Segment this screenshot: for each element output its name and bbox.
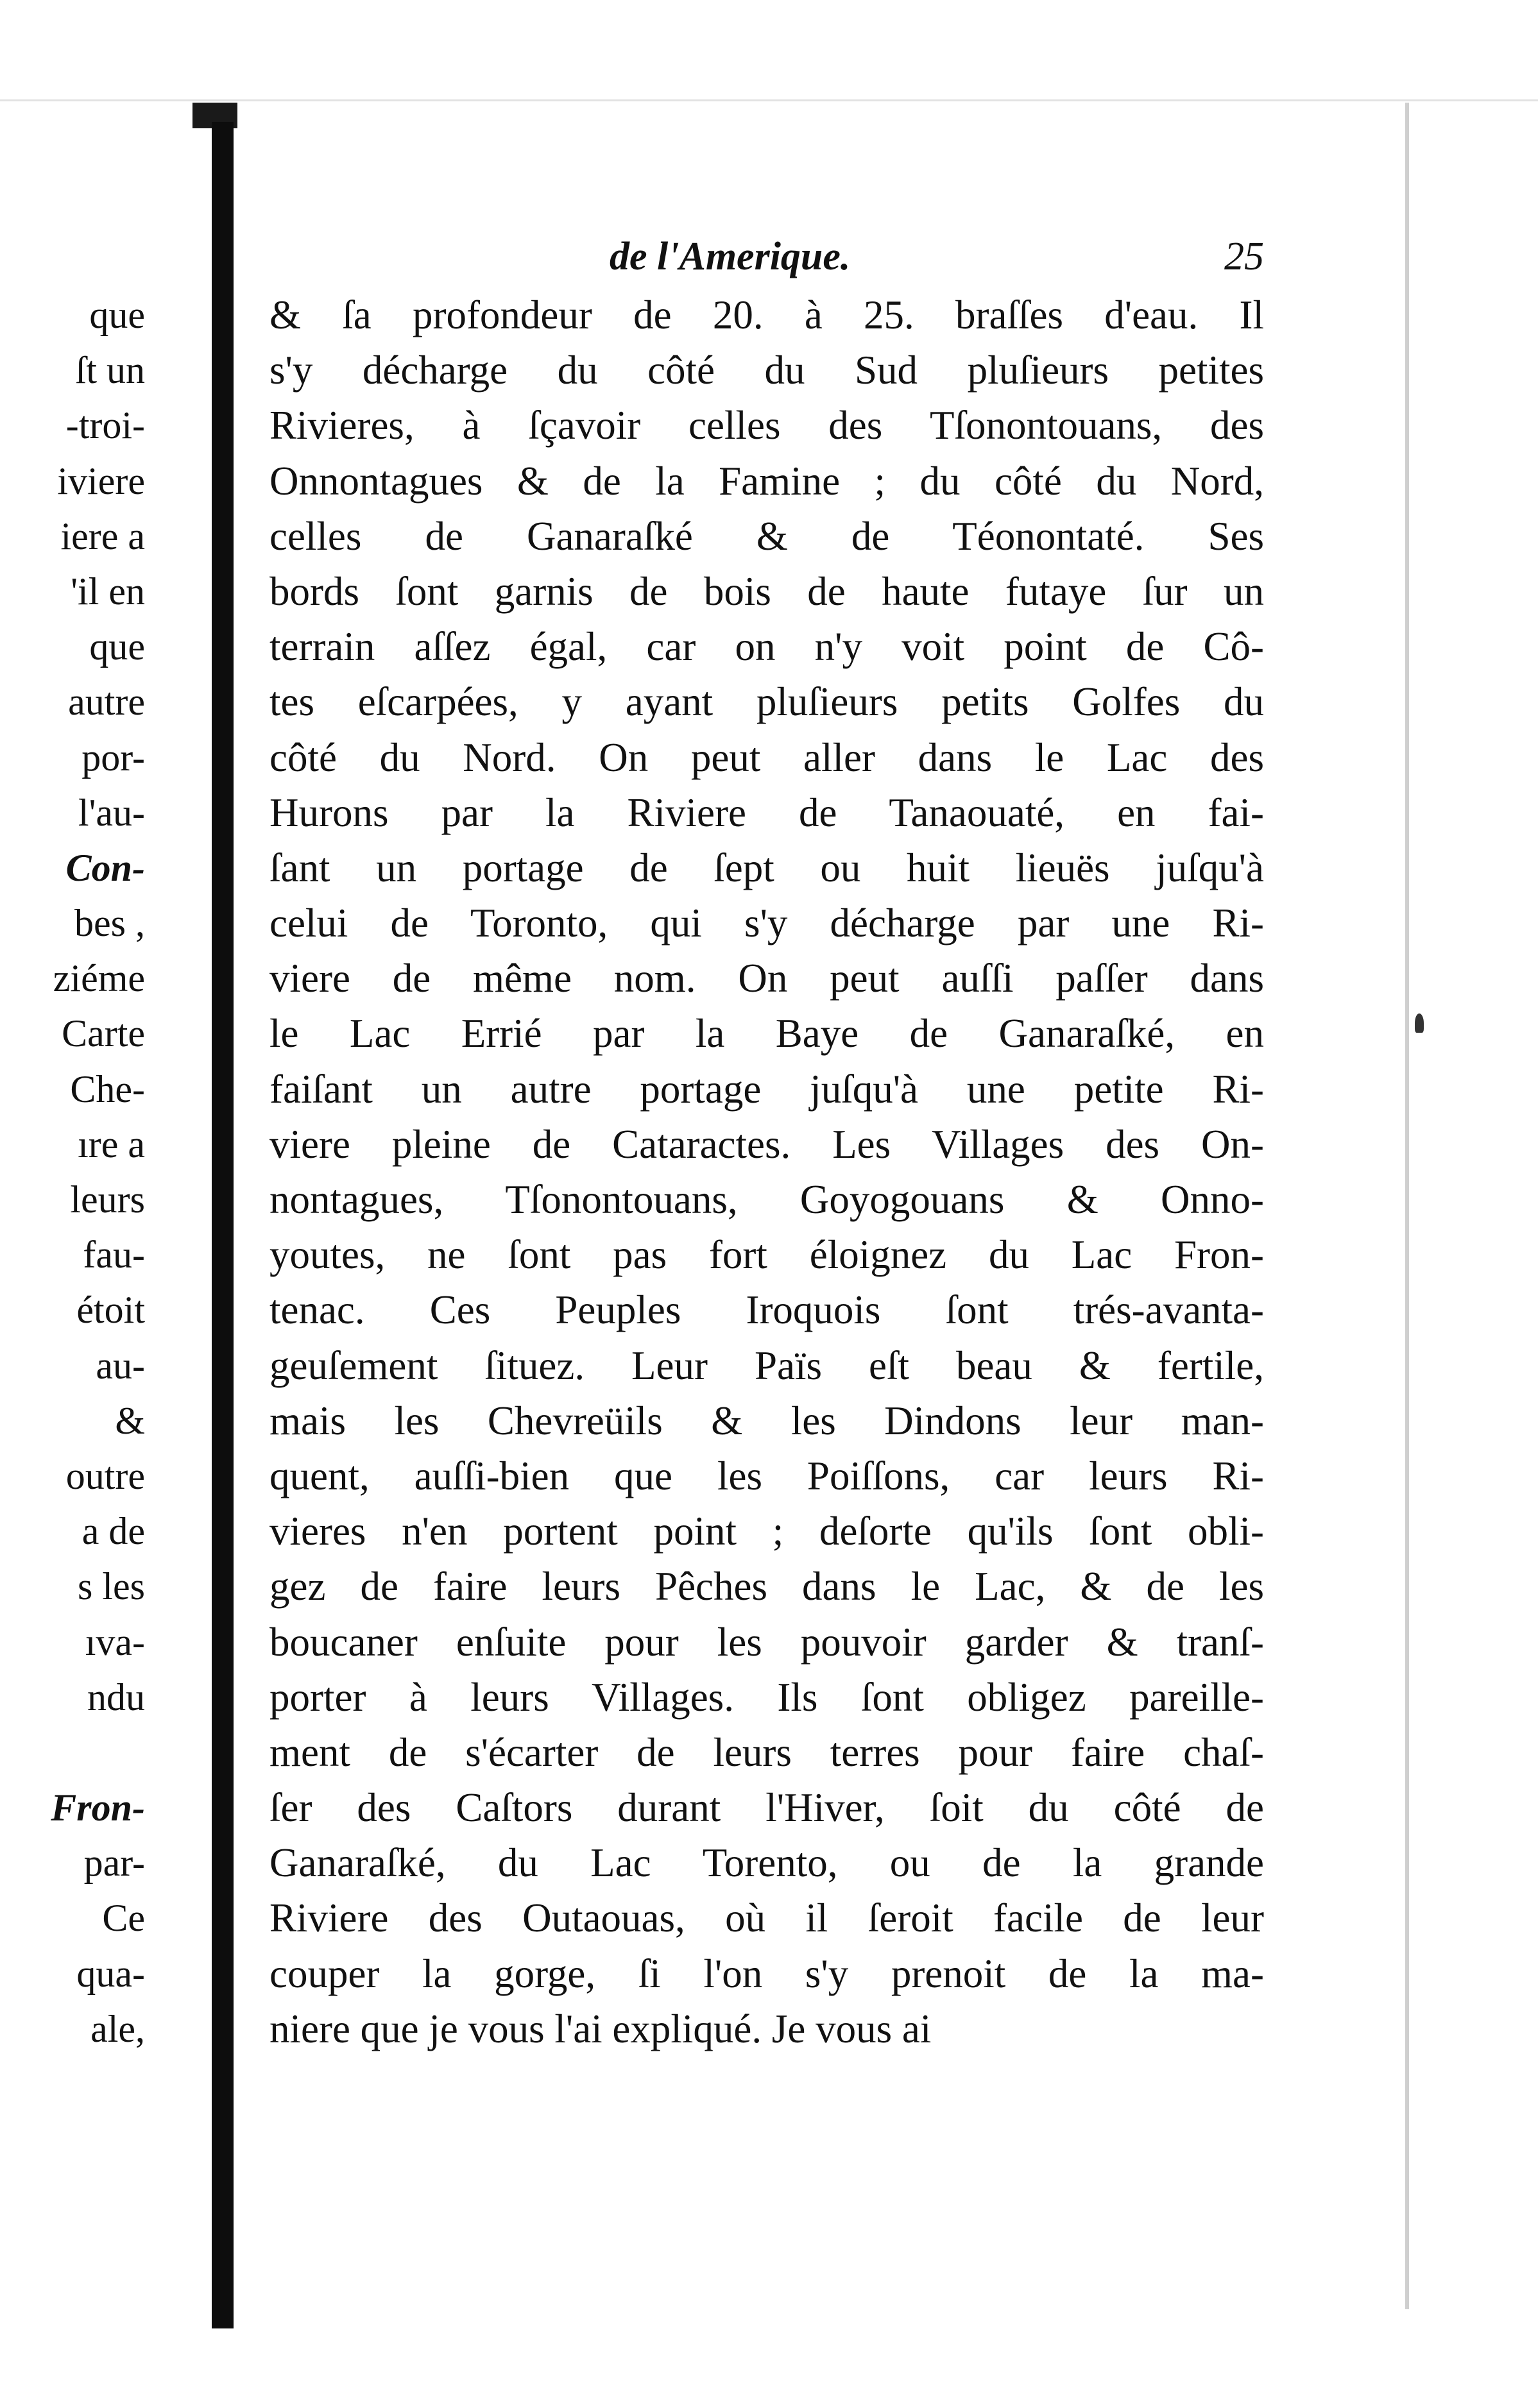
text-line: ſer des Caſtors durant l'Hiver, ſoit du côté de	[269, 1785, 1264, 1831]
facing-fragment: s les	[78, 1565, 145, 1608]
text-line: niere que je vous l'ai expliqué. Je vous ai	[269, 2006, 932, 2051]
facing-fragment: par-	[83, 1842, 145, 1885]
text-line: vieres n'en portent point ; deſorte qu'ils ſont obli-	[269, 1509, 1264, 1554]
running-title: de l'Amerique.	[610, 235, 851, 278]
facing-fragment: que	[89, 294, 145, 336]
facing-fragment: ıva-	[85, 1620, 145, 1663]
running-header	[269, 228, 1264, 285]
margin-ink-mark	[1415, 1013, 1424, 1033]
text-line: ment de s'écarter de leurs terres pour faire chaſ-	[269, 1729, 1264, 1775]
facing-fragment: au-	[96, 1344, 145, 1387]
facing-fragment: ſt un	[75, 349, 145, 392]
text-line: tes eſcarpées, y ayant pluſieurs petits Golfes du	[269, 679, 1264, 725]
text-line: & ſa profondeur de 20. à 25. braſſes d'eau. Il	[269, 293, 1264, 337]
facing-fragment: Che-	[70, 1067, 145, 1110]
facing-fragment: que	[89, 625, 145, 668]
facing-fragment: iere a	[60, 514, 145, 557]
text-line: couper la gorge, ſi l'on s'y prenoit de la ma-	[269, 1951, 1264, 1996]
text-line: terrain aſſez égal, car on n'y voit point de Cô-	[269, 624, 1264, 670]
text-line: celui de Toronto, qui s'y décharge par une Ri-	[269, 901, 1264, 946]
text-line: côté du Nord. On peut aller dans le Lac des	[269, 734, 1264, 780]
facing-fragment: l'au-	[78, 791, 145, 834]
text-line: viere de même nom. On peut auſſi paſſer dans	[269, 956, 1264, 1001]
facing-fragment: autre	[68, 681, 145, 724]
facing-fragment: Con-	[65, 846, 145, 889]
text-line: Riviere des Outaouas, où il ſeroit facile de leur	[269, 1895, 1264, 1941]
text-line: youtes, ne ſont pas fort éloignez du Lac Fron-	[269, 1232, 1264, 1278]
facing-fragment: fau-	[83, 1234, 145, 1276]
facing-page-fragments	[0, 287, 192, 2056]
facing-fragment: a de	[81, 1510, 145, 1553]
facing-fragment	[0, 1725, 192, 1780]
facing-fragment: leurs	[70, 1178, 145, 1221]
facing-fragment: qua-	[76, 1952, 145, 1995]
text-line: celles de Ganaraſké & de Téonontaté. Ses	[269, 513, 1264, 559]
text-line: boucaner enſuite pour les pouvoir garder & tranſ-	[269, 1619, 1264, 1665]
facing-fragment: Fron-	[51, 1786, 145, 1829]
book-gutter-shadow	[212, 122, 234, 2328]
facing-fragment: iviere	[57, 459, 145, 502]
text-line: tenac. Ces Peuples Iroquois ſont trés-avanta-	[269, 1287, 1264, 1333]
text-line: gez de faire leurs Pêches dans le Lac, & de les	[269, 1564, 1264, 1609]
facing-fragment: 'il en	[71, 570, 145, 613]
text-line: geuſement ſituez. Leur Païs eſt beau & fertile,	[269, 1343, 1264, 1388]
text-line: porter à leurs Villages. Ils ſont obligez pareille-	[269, 1674, 1264, 1720]
facing-fragment: bes ,	[74, 902, 145, 945]
text-line: viere pleine de Cataractes. Les Villages des On-	[269, 1121, 1264, 1167]
facing-fragment: Carte	[62, 1012, 145, 1055]
page-right-edge	[1405, 103, 1409, 2309]
body-text	[269, 287, 1264, 2056]
page-number: 25	[1224, 235, 1264, 278]
text-line: ſant un portage de ſept ou huit lieuës juſqu'à	[269, 845, 1264, 890]
page-top-edge	[0, 99, 1538, 101]
text-line: Onnontagues & de la Famine ; du côté du Nord,	[269, 458, 1264, 504]
facing-fragment: ndu	[87, 1675, 145, 1718]
text-line: s'y décharge du côté du Sud pluſieurs petites	[269, 348, 1264, 393]
facing-fragment: Ce	[102, 1897, 145, 1940]
text-line: faiſant un autre portage juſqu'à une petite Ri-	[269, 1066, 1264, 1112]
facing-fragment: &	[115, 1399, 145, 1442]
facing-fragment: étoit	[76, 1289, 145, 1332]
text-line: bords ſont garnis de bois de haute futaye ſur un	[269, 568, 1264, 614]
text-line: mais les Chevreüils & les Dindons leur man-	[269, 1398, 1264, 1443]
facing-fragment: por-	[81, 736, 145, 779]
text-line: Ganaraſké, du Lac Torento, ou de la grande	[269, 1840, 1264, 1886]
facing-fragment: outre	[65, 1454, 145, 1497]
text-line: le Lac Errié par la Baye de Ganaraſké, en	[269, 1011, 1264, 1056]
text-line: quent, auſſi-bien que les Poiſſons, car leurs Ri-	[269, 1453, 1264, 1498]
text-line: nontagues, Tſonontouans, Goyogouans & Onno-	[269, 1177, 1264, 1222]
facing-fragment: ziéme	[53, 957, 145, 1000]
text-line: Hurons par la Riviere de Tanaouaté, en fai-	[269, 790, 1264, 835]
facing-fragment: ale,	[90, 2007, 145, 2050]
text-line: Rivieres, à ſçavoir celles des Tſonontouans, des	[269, 403, 1264, 448]
facing-fragment: ıre a	[78, 1123, 145, 1166]
facing-fragment: -troi-	[65, 404, 145, 447]
